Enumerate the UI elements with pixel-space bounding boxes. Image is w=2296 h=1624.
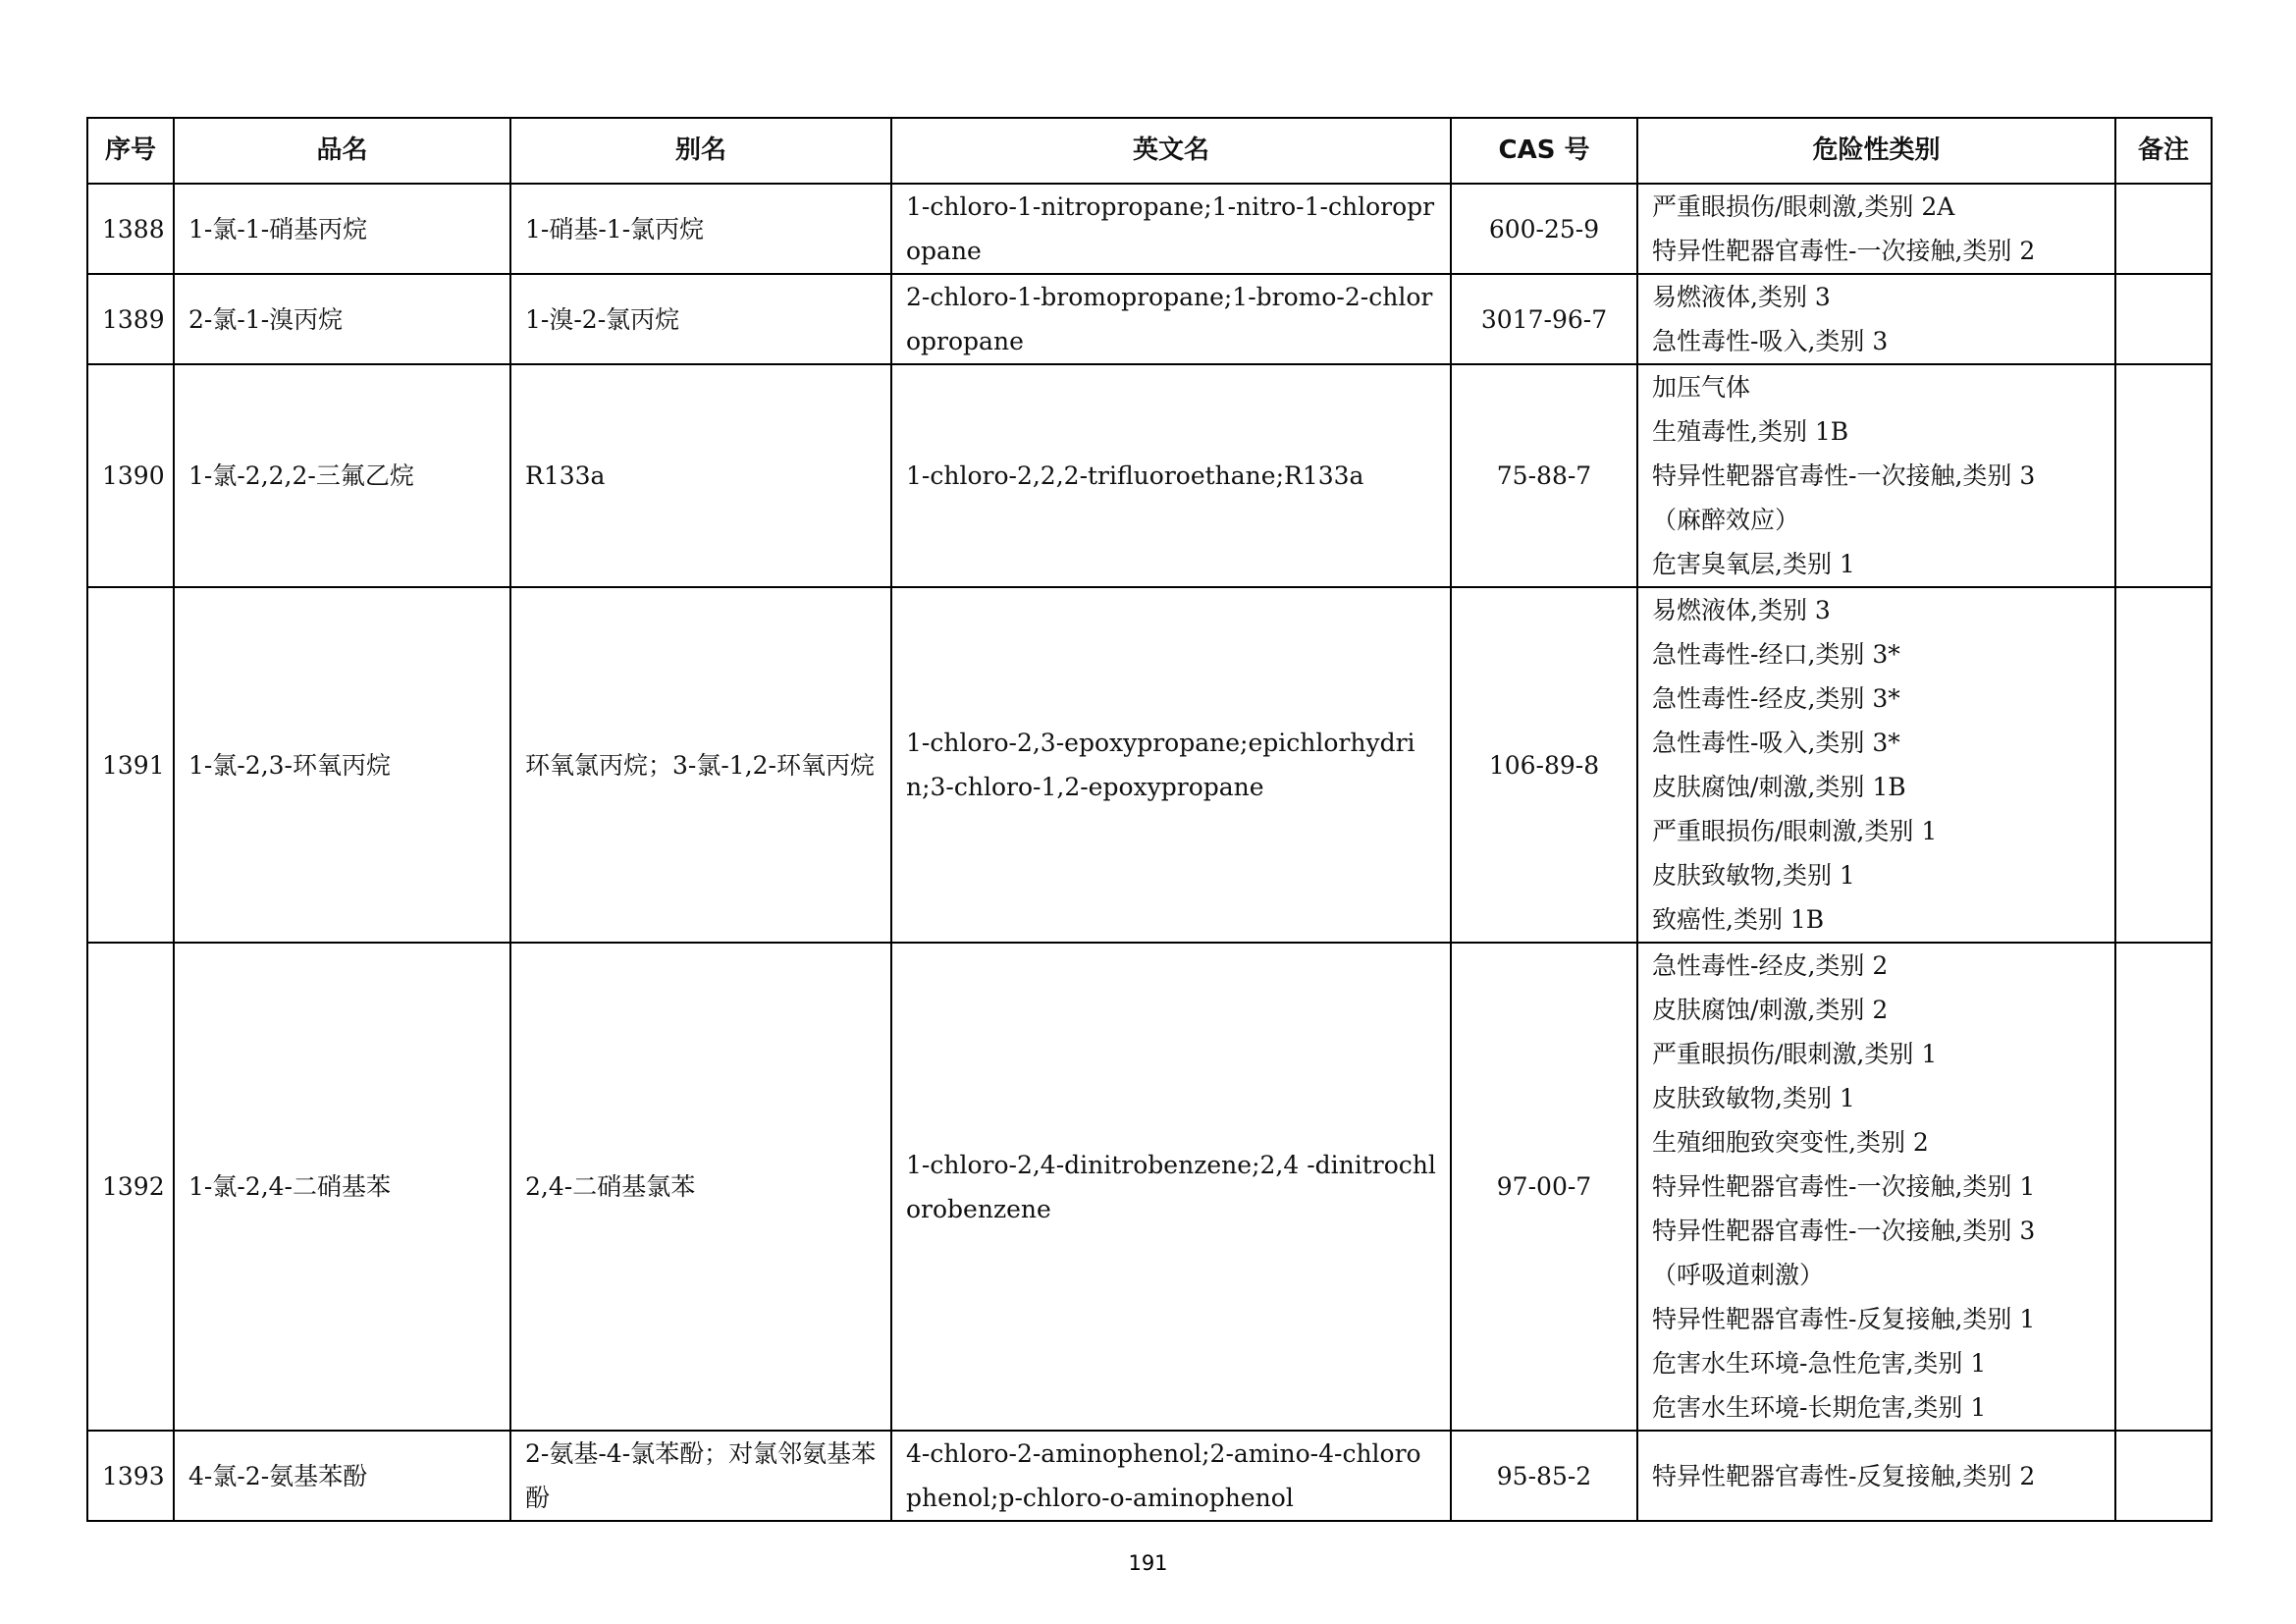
cell-remark xyxy=(2115,1431,2212,1521)
hazardous-chemicals-table xyxy=(86,117,2213,1522)
cell-english-name: 4-chloro-2-aminophenol;2-amino-4-chlorophenol;p-chloro-o-aminophenol xyxy=(891,1431,1451,1521)
hazard-line: 急性毒性-经皮,类别 3* xyxy=(1652,684,1900,713)
cell-english-name: 1-chloro-2,3-epoxypropane;epichlorhydrin;3-chloro-1,2-epoxypropane xyxy=(891,587,1451,943)
hazard-line: 特异性靶器官毒性-一次接触,类别 2 xyxy=(1652,237,2036,265)
hazard-line: 皮肤致敏物,类别 1 xyxy=(1652,1084,1855,1112)
cell-alias: 2,4-二硝基氯苯 xyxy=(510,943,891,1431)
hazard-line: 危害臭氧层,类别 1 xyxy=(1652,550,1855,578)
hazard-line: 致癌性,类别 1B xyxy=(1652,905,1825,934)
cell-remark xyxy=(2115,364,2212,587)
hazard-line: 生殖毒性,类别 1B xyxy=(1652,417,1849,446)
hazard-line: 易燃液体,类别 3 xyxy=(1652,283,1831,311)
cell-hazard-category xyxy=(1637,587,2115,943)
cell-alias: 2-氨基-4-氯苯酚；对氯邻氨基苯酚 xyxy=(510,1431,891,1521)
cell-english-name: 2-chloro-1-bromopropane;1-bromo-2-chloropropane xyxy=(891,274,1451,364)
cell-hazard-category xyxy=(1637,184,2115,274)
hazard-line: 生殖细胞致突变性,类别 2 xyxy=(1652,1128,1929,1157)
cell-english-name: 1-chloro-2,4-dinitrobenzene;2,4 -dinitrochlorobenzene xyxy=(891,943,1451,1431)
header-hazard-category: 危险性类别 xyxy=(1637,118,2115,184)
cell-alias: R133a xyxy=(510,364,891,587)
cell-serial-number: 1393 xyxy=(87,1431,174,1521)
hazard-line: 危害水生环境-长期危害,类别 1 xyxy=(1652,1393,1987,1422)
cell-product-name: 1-氯-1-硝基丙烷 xyxy=(174,184,510,274)
cell-english-name: 1-chloro-2,2,2-trifluoroethane;R133a xyxy=(891,364,1451,587)
cell-alias: 1-硝基-1-氯丙烷 xyxy=(510,184,891,274)
cell-product-name: 2-氯-1-溴丙烷 xyxy=(174,274,510,364)
hazard-line: （呼吸道刺激） xyxy=(1652,1261,1825,1289)
cell-product-name: 4-氯-2-氨基苯酚 xyxy=(174,1431,510,1521)
header-alias: 别名 xyxy=(510,118,891,184)
cell-cas-number: 106-89-8 xyxy=(1451,587,1637,943)
header-product-name: 品名 xyxy=(174,118,510,184)
hazard-line: 危害水生环境-急性危害,类别 1 xyxy=(1652,1349,1987,1378)
hazard-line: 皮肤致敏物,类别 1 xyxy=(1652,861,1855,890)
hazard-line: 特异性靶器官毒性-反复接触,类别 2 xyxy=(1652,1461,2036,1490)
hazard-line: 特异性靶器官毒性-一次接触,类别 1 xyxy=(1652,1172,2036,1201)
cell-product-name: 1-氯-2,4-二硝基苯 xyxy=(174,943,510,1431)
cell-english-name: 1-chloro-1-nitropropane;1-nitro-1-chloropropane xyxy=(891,184,1451,274)
hazard-line: 特异性靶器官毒性-一次接触,类别 3 xyxy=(1652,1217,2036,1245)
hazard-line: 特异性靶器官毒性-反复接触,类别 1 xyxy=(1652,1305,2036,1333)
cell-serial-number: 1390 xyxy=(87,364,174,587)
cell-serial-number: 1388 xyxy=(87,184,174,274)
header-cas-number: CAS 号 xyxy=(1451,118,1637,184)
hazard-line: 加压气体 xyxy=(1652,373,1751,402)
cell-hazard-category xyxy=(1637,364,2115,587)
cell-product-name: 1-氯-2,2,2-三氟乙烷 xyxy=(174,364,510,587)
cell-remark xyxy=(2115,274,2212,364)
cell-cas-number: 97-00-7 xyxy=(1451,943,1637,1431)
page-number: 191 xyxy=(1128,1551,1168,1575)
header-english-name: 英文名 xyxy=(891,118,1451,184)
hazard-line: 严重眼损伤/眼刺激,类别 1 xyxy=(1652,1040,1938,1068)
cell-serial-number: 1391 xyxy=(87,587,174,943)
hazard-line: 严重眼损伤/眼刺激,类别 2A xyxy=(1652,192,1955,221)
cell-cas-number: 75-88-7 xyxy=(1451,364,1637,587)
hazard-line: 急性毒性-吸入,类别 3 xyxy=(1652,327,1889,355)
cell-serial-number: 1389 xyxy=(87,274,174,364)
table-header-row xyxy=(87,118,2212,184)
table-row xyxy=(87,274,2212,364)
cell-product-name: 1-氯-2,3-环氧丙烷 xyxy=(174,587,510,943)
cell-serial-number: 1392 xyxy=(87,943,174,1431)
hazard-line: 易燃液体,类别 3 xyxy=(1652,596,1831,624)
cell-hazard-category xyxy=(1637,274,2115,364)
table-row xyxy=(87,943,2212,1431)
cell-cas-number: 95-85-2 xyxy=(1451,1431,1637,1521)
header-serial-number: 序号 xyxy=(87,118,174,184)
hazard-line: 严重眼损伤/眼刺激,类别 1 xyxy=(1652,817,1938,845)
table-row xyxy=(87,1431,2212,1521)
header-remark: 备注 xyxy=(2115,118,2212,184)
cell-hazard-category xyxy=(1637,943,2115,1431)
table-row xyxy=(87,587,2212,943)
cell-remark xyxy=(2115,587,2212,943)
hazard-line: 急性毒性-经皮,类别 2 xyxy=(1652,951,1889,980)
table-body xyxy=(87,184,2212,1521)
cell-alias: 1-溴-2-氯丙烷 xyxy=(510,274,891,364)
hazard-line: 皮肤腐蚀/刺激,类别 1B xyxy=(1652,773,1906,801)
table-row xyxy=(87,184,2212,274)
cell-remark xyxy=(2115,943,2212,1431)
cell-cas-number: 600-25-9 xyxy=(1451,184,1637,274)
cell-hazard-category xyxy=(1637,1431,2115,1521)
hazard-line: 急性毒性-吸入,类别 3* xyxy=(1652,729,1900,757)
cell-alias: 环氧氯丙烷；3-氯-1,2-环氧丙烷 xyxy=(510,587,891,943)
hazard-line: 急性毒性-经口,类别 3* xyxy=(1652,640,1900,669)
cell-remark xyxy=(2115,184,2212,274)
hazard-line: 特异性靶器官毒性-一次接触,类别 3 xyxy=(1652,461,2036,490)
hazard-line: 皮肤腐蚀/刺激,类别 2 xyxy=(1652,996,1889,1024)
cell-cas-number: 3017-96-7 xyxy=(1451,274,1637,364)
hazard-line: （麻醉效应） xyxy=(1652,506,1800,534)
table-row xyxy=(87,364,2212,587)
